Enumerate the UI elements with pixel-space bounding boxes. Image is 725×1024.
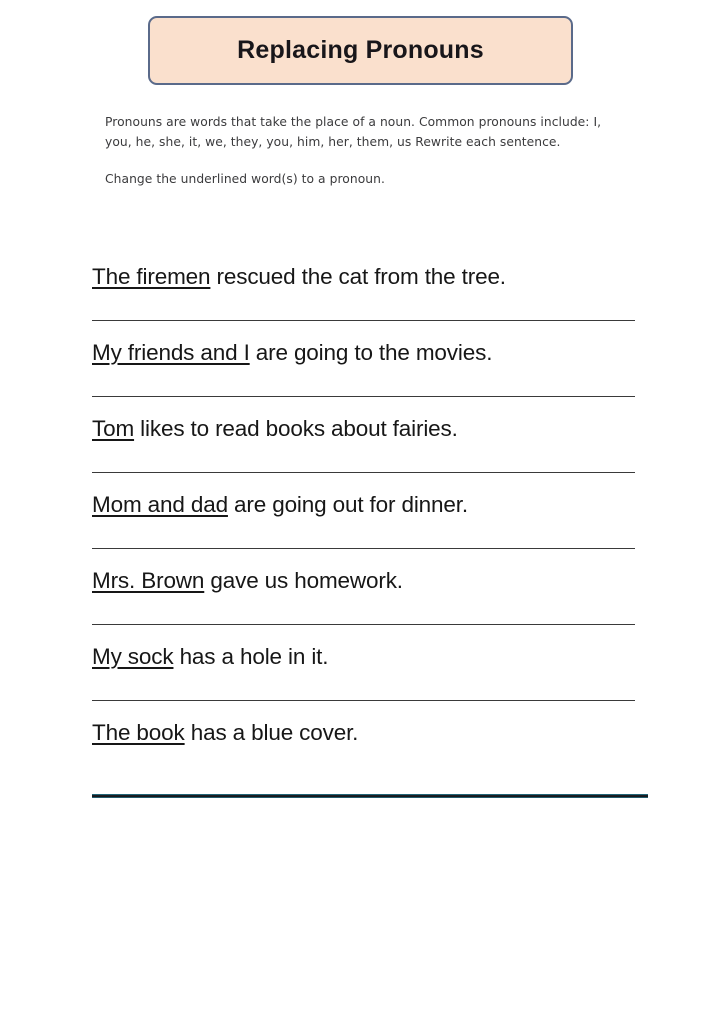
sentence-text — [92, 718, 358, 748]
sentence-remainder: gave us homework. — [204, 568, 403, 593]
answer-writing-line[interactable] — [92, 700, 635, 701]
title-banner — [148, 16, 573, 85]
exercise-item — [0, 414, 725, 490]
underlined-phrase: My friends and I — [92, 340, 250, 365]
sentence-remainder: has a hole in it. — [173, 644, 329, 669]
exercise-item — [0, 718, 725, 794]
sentence-text — [92, 262, 506, 292]
answer-writing-line[interactable] — [92, 624, 635, 625]
underlined-phrase: The book — [92, 720, 185, 745]
sentence-remainder: are going to the movies. — [249, 340, 493, 365]
sentence-text — [92, 642, 328, 672]
underlined-phrase: The firemen — [92, 264, 211, 289]
sentence-text — [92, 414, 458, 444]
exercise-item — [0, 338, 725, 414]
sentence-remainder: rescued the cat from the tree. — [210, 264, 506, 289]
bottom-divider-rule — [92, 794, 648, 798]
instructions-block — [105, 113, 617, 190]
sentence-text — [92, 490, 468, 520]
exercise-item — [0, 490, 725, 566]
sentence-text — [92, 566, 403, 596]
exercise-item — [0, 566, 725, 642]
exercise-item — [0, 262, 725, 338]
exercise-list — [0, 262, 725, 794]
sentence-remainder: are going out for dinner. — [227, 492, 468, 517]
page-title: Replacing Pronouns — [237, 36, 484, 64]
answer-writing-line[interactable] — [92, 320, 635, 321]
exercise-item — [0, 642, 725, 718]
underlined-phrase: My sock — [92, 644, 174, 669]
sentence-text — [92, 338, 492, 368]
underlined-phrase: Tom — [92, 416, 135, 441]
answer-writing-line[interactable] — [92, 472, 635, 473]
answer-writing-line[interactable] — [92, 548, 635, 549]
instruction-paragraph-definition: Pronouns are words that take the place of a noun. Common pronouns include: I, you, he, she, it, we, they, you, him, her, them, us Rewrite each sentence. — [105, 115, 602, 149]
sentence-remainder: has a blue cover. — [184, 720, 359, 745]
underlined-phrase: Mrs. Brown — [92, 568, 205, 593]
underlined-phrase: Mom and dad — [92, 492, 228, 517]
answer-writing-line[interactable] — [92, 396, 635, 397]
sentence-remainder: likes to read books about fairies. — [134, 416, 458, 441]
instruction-paragraph-task: Change the underlined word(s) to a pronoun. — [105, 172, 385, 186]
